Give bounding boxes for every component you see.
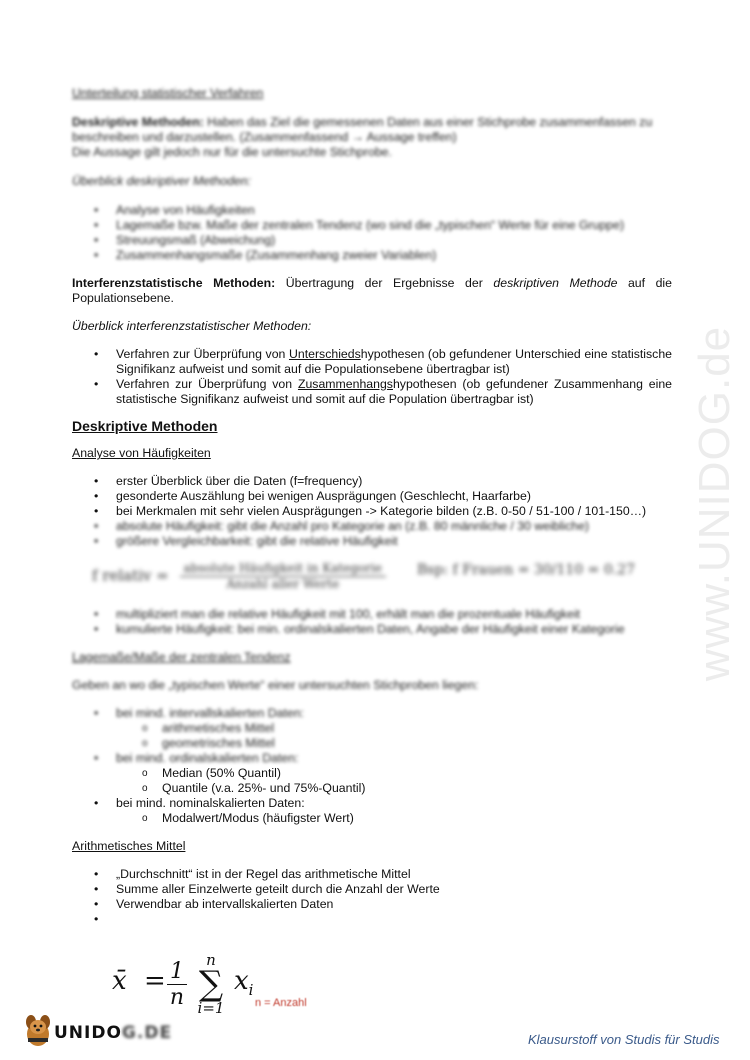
deskriptive-definition: Deskriptive Methoden: Haben das Ziel die gemessenen Daten aus einer Stichprobe zusammenfassen zu beschreiben und darzustellen. (Zusammenfassend → Aussage treffen) xyxy=(72,115,653,144)
list-item: • gesonderte Auszählung bei wenigen Ausprägungen (Geschlecht, Haarfarbe) xyxy=(72,489,672,504)
overview-inferenz-list xyxy=(72,347,672,407)
haeufigkeiten-blurred-list-2 xyxy=(72,607,672,637)
arithmetisch-list xyxy=(72,867,672,927)
list-item: • Streuungsmaß (Abweichung) xyxy=(72,233,672,248)
subsection-title-haeufigkeiten: Analyse von Häufigkeiten xyxy=(72,446,211,460)
list-subitem: o Quantile (v.a. 25%- und 75%-Quantil) xyxy=(72,781,672,796)
logo-wordmark: UNIDOG.DE xyxy=(54,1023,173,1043)
relative-frequency-formula xyxy=(72,555,672,595)
deskriptive-note: Die Aussage gilt jedoch nur für die untersuchte Stichprobe. xyxy=(72,145,392,159)
list-item: • Summe aller Einzelwerte geteilt durch die Anzahl der Werte xyxy=(72,882,672,897)
footer-tagline: Klausurstoff von Studis für Studis xyxy=(528,1032,720,1047)
list-item: • bei mind. intervallskalierten Daten: xyxy=(72,706,672,721)
document-page xyxy=(72,86,672,927)
n-anzahl-label: n = Anzahl xyxy=(255,997,307,1009)
blurred-intro-section xyxy=(72,86,672,263)
list-item: • Verfahren zur Überprüfung von Zusammenhangshypothesen (ob gefundener Zusammenhang eine statistische Signifikanz aufweist und somit auf die Population übertragbar ist) xyxy=(72,377,672,407)
subsection-title-lagemasse: Lagemaße/Maße der zentralen Tendenz xyxy=(72,650,291,664)
sigma-symbol: ∑ xyxy=(198,964,224,1004)
list-item: • bei mind. ordinalskalierten Daten: xyxy=(72,751,672,766)
inferenz-definition: Interferenzstatistische Methoden: Übertragung der Ergebnisse der deskriptiven Methode auf die Populationsebene. xyxy=(72,276,672,305)
list-item: • Verwendbar ab intervallskalierten Daten xyxy=(72,897,672,912)
list-subitem: o arithmetisches Mittel xyxy=(72,721,672,736)
list-item: • Verfahren zur Überprüfung von Unterschiedshypothesen (ob gefundener Unterschied eine statistische Signifikanz aufweist und somit auf die Populationsebene übertragbar ist) xyxy=(72,347,672,377)
formula-left: f relativ = $\frac{\text{absolute Häufigkeit in Kategorie}}{\text{Anzahl aller Werte}}$ xyxy=(92,561,392,592)
list-subitem: o geometrisches Mittel xyxy=(72,736,672,751)
dog-mascot-icon xyxy=(22,1012,54,1050)
list-subitem: o Modalwert/Modus (häufigster Wert) xyxy=(72,811,672,826)
unidog-logo xyxy=(22,1012,173,1052)
overview-inferenz-label: Überblick interferenzstatistischer Methoden: xyxy=(72,319,312,333)
formula-example: Bsp: f Frauen = 30/110 = 0.27 xyxy=(417,562,635,578)
list-item: • „Durchschnitt“ ist in der Regel das arithmetische Mittel xyxy=(72,867,672,882)
lagemasse-visible-list xyxy=(72,766,672,826)
list-item-empty xyxy=(72,912,672,927)
lagemasse-intro: Geben an wo die „typischen Werte“ einer untersuchten Stichproben liegen: xyxy=(72,678,479,692)
list-subitem: o Median (50% Quantil) xyxy=(72,766,672,781)
lagemasse-blurred-section xyxy=(72,650,672,766)
watermark: www.UNIDOG.de xyxy=(690,325,740,681)
list-item: • bei Merkmalen mit sehr vielen Ausprägungen -> Kategorie bilden (z.B. 0-50 / 51-100 / 101-150…) xyxy=(72,504,672,519)
section-title-unterteilung: Unterteilung statistischer Verfahren xyxy=(72,86,264,100)
list-item: • bei mind. nominalskalierten Daten: xyxy=(72,796,672,811)
list-item: • erster Überblick über die Daten (f=frequency) xyxy=(72,474,672,489)
list-item: • Lagemaße bzw. Maße der zentralen Tendenz (wo sind die „typischen“ Werte für eine Gruppe) xyxy=(72,218,672,233)
lagemasse-blurred-list xyxy=(72,706,672,766)
overview-deskriptiv-label: Überblick deskriptiver Methoden: xyxy=(72,174,252,188)
list-item: • multipliziert man die relative Häufigkeit mit 100, erhält man die prozentuale Häufigkeit xyxy=(72,607,672,622)
subsection-title-arithmetisch: Arithmetisches Mittel xyxy=(72,839,186,853)
list-item: • kumulierte Häufigkeit: bei min. ordinalskalierten Daten, Angabe der Häufigkeit einer Kategorie xyxy=(72,622,672,637)
haeufigkeiten-list xyxy=(72,474,672,519)
list-item: • größere Vergleichbarkeit: gibt die relative Häufigkeit xyxy=(72,534,672,549)
haeufigkeiten-blurred-list xyxy=(72,519,672,549)
list-item: • absolute Häufigkeit: gibt die Anzahl pro Kategorie an (z.B. 80 männliche / 30 weibliche) xyxy=(72,519,672,534)
list-item: • Analyse von Häufigkeiten xyxy=(72,203,672,218)
section-heading-deskriptiv: Deskriptive Methoden xyxy=(72,418,218,434)
list-item: • Zusammenhangsmaße (Zusammenhang zweier Variablen) xyxy=(72,248,672,263)
overview-deskriptiv-list xyxy=(72,203,672,263)
